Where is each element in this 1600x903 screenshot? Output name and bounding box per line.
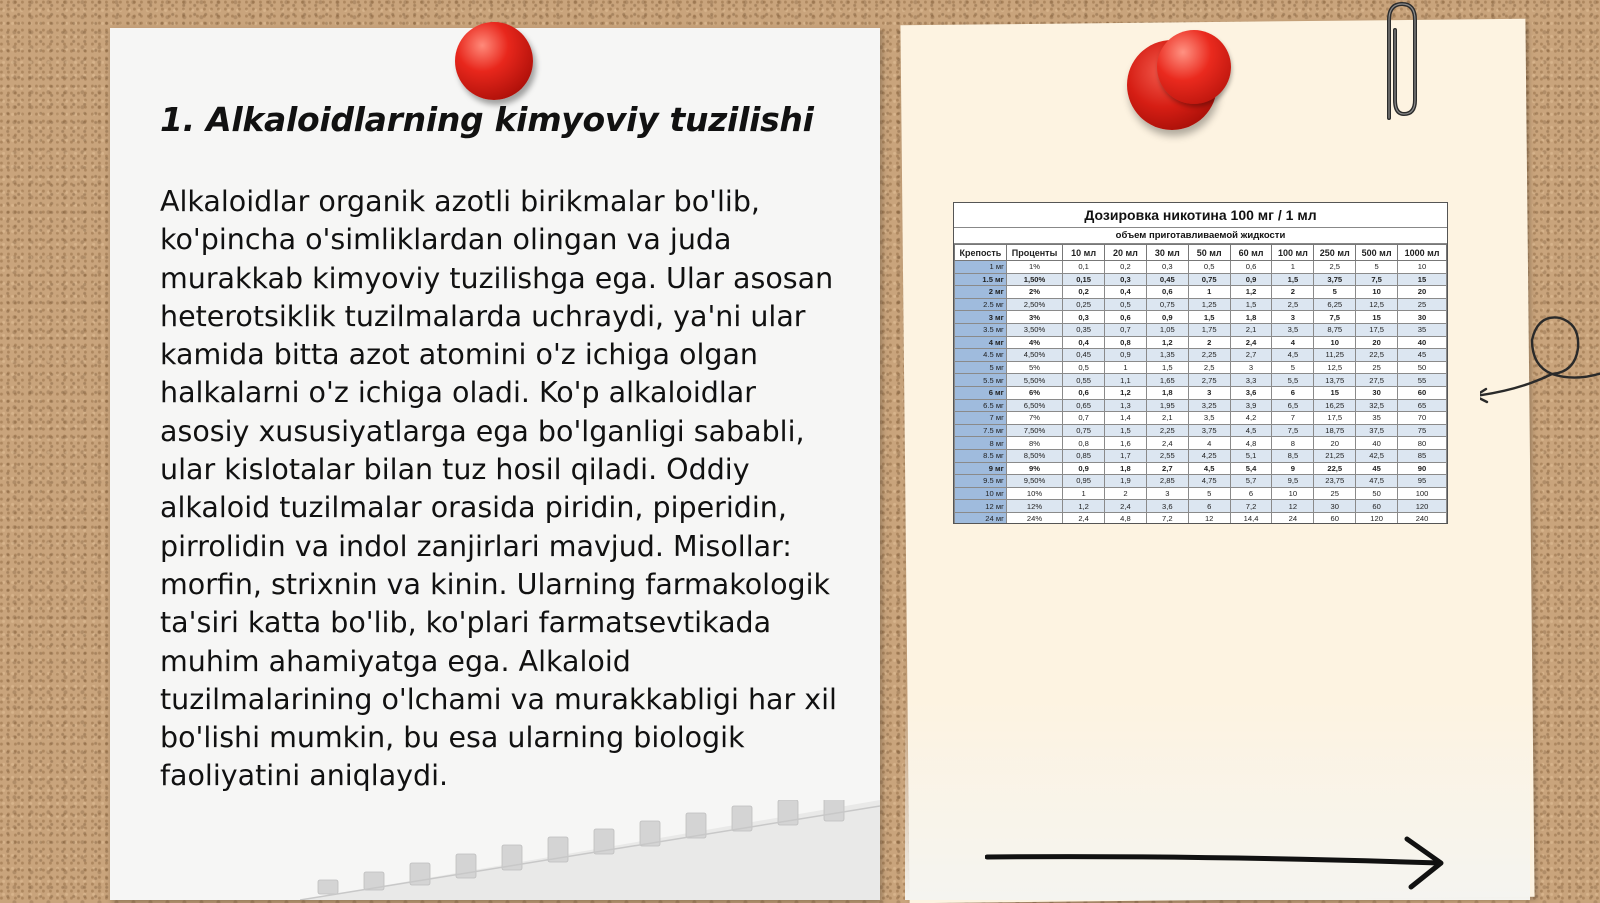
- table-cell: 8,5: [1272, 449, 1314, 462]
- table-cell: 10%: [1006, 487, 1062, 500]
- table-cell: 1%: [1006, 261, 1062, 274]
- table-cell: 6,5: [1272, 399, 1314, 412]
- table-row: [955, 386, 1447, 399]
- table-cell: 1,5: [1105, 424, 1147, 437]
- table-cell: 5: [1188, 487, 1230, 500]
- table-cell: 7%: [1006, 412, 1062, 425]
- table-cell: 0,5: [1063, 361, 1105, 374]
- table-cell: 24 мг: [955, 512, 1007, 524]
- table-cell: 2,50%: [1006, 298, 1062, 311]
- table-cell: 3,3: [1230, 374, 1272, 387]
- table-header-cell: Проценты: [1006, 245, 1062, 261]
- table-cell: 30: [1356, 386, 1398, 399]
- table-cell: 4,5: [1230, 424, 1272, 437]
- table-cell: 0,8: [1105, 336, 1147, 349]
- table-cell: 2: [1272, 286, 1314, 299]
- table-cell: 5,4: [1230, 462, 1272, 475]
- table-cell: 0,6: [1063, 386, 1105, 399]
- table-cell: 2,75: [1188, 374, 1230, 387]
- table-cell: 23,75: [1314, 475, 1356, 488]
- table-cell: 5 мг: [955, 361, 1007, 374]
- curved-arrow-doodle-icon: [1480, 310, 1600, 410]
- table-cell: 4.5 мг: [955, 349, 1007, 362]
- table-cell: 0,5: [1188, 261, 1230, 274]
- table-cell: 1: [1063, 487, 1105, 500]
- table-cell: 100: [1398, 487, 1447, 500]
- table-row: [955, 424, 1447, 437]
- table-cell: 12%: [1006, 500, 1062, 513]
- table-cell: 0,25: [1063, 298, 1105, 311]
- table-cell: 1,05: [1146, 323, 1188, 336]
- table-cell: 2: [1188, 336, 1230, 349]
- table-cell: 0,55: [1063, 374, 1105, 387]
- table-cell: 4 мг: [955, 336, 1007, 349]
- table-cell: 42,5: [1356, 449, 1398, 462]
- table-cell: 11,25: [1314, 349, 1356, 362]
- table-cell: 0,2: [1105, 261, 1147, 274]
- table-cell: 0,1: [1063, 261, 1105, 274]
- table-cell: 1,8: [1230, 311, 1272, 324]
- table-cell: 32,5: [1356, 399, 1398, 412]
- table-cell: 45: [1356, 462, 1398, 475]
- table-header-cell: 50 мл: [1188, 245, 1230, 261]
- table-cell: 4,8: [1105, 512, 1147, 524]
- table-cell: 0,3: [1146, 261, 1188, 274]
- table-cell: 24%: [1006, 512, 1062, 524]
- table-cell: 2%: [1006, 286, 1062, 299]
- table-cell: 2,5: [1314, 261, 1356, 274]
- table-row: [955, 512, 1447, 524]
- table-row: [955, 286, 1447, 299]
- table-title: Дозировка никотина 100 мг / 1 мл: [954, 203, 1447, 228]
- table-cell: 0,4: [1105, 286, 1147, 299]
- table-cell: 3,25: [1188, 399, 1230, 412]
- table-header-cell: 250 мл: [1314, 245, 1356, 261]
- table-cell: 4,8: [1230, 437, 1272, 450]
- table-cell: 1,4: [1105, 412, 1147, 425]
- table-row: [955, 361, 1447, 374]
- table-cell: 12: [1188, 512, 1230, 524]
- table-cell: 6.5 мг: [955, 399, 1007, 412]
- table-cell: 8.5 мг: [955, 449, 1007, 462]
- table-cell: 35: [1356, 412, 1398, 425]
- table-cell: 1: [1105, 361, 1147, 374]
- table-cell: 9,5: [1272, 475, 1314, 488]
- table-cell: 9.5 мг: [955, 475, 1007, 488]
- table-cell: 0,3: [1063, 311, 1105, 324]
- table-cell: 1,3: [1105, 399, 1147, 412]
- table-cell: 3,5: [1272, 323, 1314, 336]
- table-cell: 9: [1272, 462, 1314, 475]
- table-cell: 95: [1398, 475, 1447, 488]
- table-cell: 3,5: [1188, 412, 1230, 425]
- table-cell: 20: [1314, 437, 1356, 450]
- table-cell: 0,7: [1063, 412, 1105, 425]
- table-cell: 27,5: [1356, 374, 1398, 387]
- table-cell: 50: [1398, 361, 1447, 374]
- table-row: [955, 399, 1447, 412]
- table-cell: 25: [1314, 487, 1356, 500]
- table-cell: 15: [1398, 273, 1447, 286]
- table-cell: 65: [1398, 399, 1447, 412]
- table-cell: 6,25: [1314, 298, 1356, 311]
- table-cell: 2,4: [1105, 500, 1147, 513]
- table-cell: 1,5: [1230, 298, 1272, 311]
- table-cell: 2,7: [1146, 462, 1188, 475]
- table-cell: 1,2: [1146, 336, 1188, 349]
- table-cell: 4: [1272, 336, 1314, 349]
- table-cell: 6,50%: [1006, 399, 1062, 412]
- table-cell: 0,95: [1063, 475, 1105, 488]
- table-cell: 4: [1188, 437, 1230, 450]
- table-row: [955, 475, 1447, 488]
- table-cell: 24: [1272, 512, 1314, 524]
- table-cell: 10: [1398, 261, 1447, 274]
- table-row: [955, 412, 1447, 425]
- table-cell: 2.5 мг: [955, 298, 1007, 311]
- table-cell: 7: [1272, 412, 1314, 425]
- table-cell: 5.5 мг: [955, 374, 1007, 387]
- table-cell: 0,75: [1188, 273, 1230, 286]
- table-cell: 1,1: [1105, 374, 1147, 387]
- table-cell: 0,6: [1230, 261, 1272, 274]
- table-cell: 4,5: [1272, 349, 1314, 362]
- table-cell: 2,4: [1230, 336, 1272, 349]
- table-row: [955, 311, 1447, 324]
- table-cell: 7,5: [1356, 273, 1398, 286]
- table-cell: 1,75: [1188, 323, 1230, 336]
- table-cell: 0,45: [1063, 349, 1105, 362]
- table-cell: 7,50%: [1006, 424, 1062, 437]
- table-cell: 6 мг: [955, 386, 1007, 399]
- torn-notebook-edge: [300, 800, 880, 900]
- table-cell: 5,50%: [1006, 374, 1062, 387]
- table-cell: 1 мг: [955, 261, 1007, 274]
- table-cell: 20: [1356, 336, 1398, 349]
- table-cell: 0,6: [1146, 286, 1188, 299]
- table-row: [955, 349, 1447, 362]
- pushpin-icon: [455, 22, 533, 100]
- table-cell: 0,9: [1105, 349, 1147, 362]
- table-cell: 1,95: [1146, 399, 1188, 412]
- table-cell: 22,5: [1356, 349, 1398, 362]
- table-cell: 1,5: [1188, 311, 1230, 324]
- table-cell: 0,7: [1105, 323, 1147, 336]
- table-cell: 2,1: [1146, 412, 1188, 425]
- table-cell: 6: [1230, 487, 1272, 500]
- table-cell: 2,7: [1230, 349, 1272, 362]
- table-cell: 2,5: [1272, 298, 1314, 311]
- table-cell: 10: [1272, 487, 1314, 500]
- table-cell: 2 мг: [955, 286, 1007, 299]
- table-cell: 7,5: [1314, 311, 1356, 324]
- table-cell: 8,50%: [1006, 449, 1062, 462]
- table-row: [955, 462, 1447, 475]
- table-cell: 18,75: [1314, 424, 1356, 437]
- table-cell: 5,5: [1272, 374, 1314, 387]
- table-header-cell: 20 мл: [1105, 245, 1147, 261]
- table-cell: 0,8: [1063, 437, 1105, 450]
- table-cell: 0,75: [1063, 424, 1105, 437]
- table-cell: 10: [1356, 286, 1398, 299]
- table-cell: 4,25: [1188, 449, 1230, 462]
- table-cell: 6: [1188, 500, 1230, 513]
- table-cell: 5: [1314, 286, 1356, 299]
- table-cell: 1,8: [1105, 462, 1147, 475]
- table-row: [955, 323, 1447, 336]
- table-cell: 1,7: [1105, 449, 1147, 462]
- table-cell: 0,65: [1063, 399, 1105, 412]
- table-cell: 3: [1230, 361, 1272, 374]
- table-cell: 120: [1398, 500, 1447, 513]
- table-row: [955, 336, 1447, 349]
- table-cell: 13,75: [1314, 374, 1356, 387]
- table-cell: 16,25: [1314, 399, 1356, 412]
- table-cell: 37,5: [1356, 424, 1398, 437]
- table-cell: 1,9: [1105, 475, 1147, 488]
- table-cell: 1,8: [1146, 386, 1188, 399]
- table-cell: 90: [1398, 462, 1447, 475]
- nicotine-dosage-table: [953, 202, 1448, 524]
- table-cell: 3,75: [1314, 273, 1356, 286]
- table-cell: 60: [1356, 500, 1398, 513]
- table-cell: 14,4: [1230, 512, 1272, 524]
- table-row: [955, 261, 1447, 274]
- table-cell: 40: [1398, 336, 1447, 349]
- table-cell: 2,85: [1146, 475, 1188, 488]
- table-cell: 0,85: [1063, 449, 1105, 462]
- table-cell: 7 мг: [955, 412, 1007, 425]
- table-cell: 3.5 мг: [955, 323, 1007, 336]
- table-row: [955, 487, 1447, 500]
- table-cell: 2,4: [1063, 512, 1105, 524]
- table-header-cell: 1000 мл: [1398, 245, 1447, 261]
- table-cell: 0,2: [1063, 286, 1105, 299]
- table-cell: 8%: [1006, 437, 1062, 450]
- table-cell: 20: [1398, 286, 1447, 299]
- table-cell: 21,25: [1314, 449, 1356, 462]
- table-cell: 30: [1398, 311, 1447, 324]
- table-cell: 3: [1188, 386, 1230, 399]
- table-cell: 35: [1398, 323, 1447, 336]
- table-cell: 60: [1398, 386, 1447, 399]
- table-cell: 5,7: [1230, 475, 1272, 488]
- table-cell: 0,4: [1063, 336, 1105, 349]
- table-cell: 50: [1356, 487, 1398, 500]
- table-row: [955, 298, 1447, 311]
- table-cell: 15: [1314, 386, 1356, 399]
- table-cell: 12,5: [1356, 298, 1398, 311]
- table-cell: 40: [1356, 437, 1398, 450]
- table-cell: 12,5: [1314, 361, 1356, 374]
- table-header-cell: 10 мл: [1063, 245, 1105, 261]
- table-cell: 3,6: [1230, 386, 1272, 399]
- table-cell: 55: [1398, 374, 1447, 387]
- table-cell: 9 мг: [955, 462, 1007, 475]
- table-cell: 6%: [1006, 386, 1062, 399]
- table-cell: 7,2: [1230, 500, 1272, 513]
- table-cell: 5: [1356, 261, 1398, 274]
- table-cell: 5,1: [1230, 449, 1272, 462]
- table-cell: 8: [1272, 437, 1314, 450]
- table-header-row: [955, 245, 1447, 261]
- table-cell: 0,9: [1063, 462, 1105, 475]
- arrow-right-icon: [985, 835, 1450, 890]
- table-subtitle: объем приготавливаемой жидкости: [954, 228, 1447, 244]
- table-cell: 3,6: [1146, 500, 1188, 513]
- table-cell: 2,55: [1146, 449, 1188, 462]
- table-cell: 120: [1356, 512, 1398, 524]
- table-cell: 8,75: [1314, 323, 1356, 336]
- table-cell: 47,5: [1356, 475, 1398, 488]
- table-cell: 3,9: [1230, 399, 1272, 412]
- paperclip-icon: [1375, 0, 1425, 125]
- pushpin-icon: [1157, 30, 1231, 104]
- table-header-cell: Крепость: [955, 245, 1007, 261]
- table-cell: 2: [1105, 487, 1147, 500]
- table-cell: 85: [1398, 449, 1447, 462]
- table-cell: 5%: [1006, 361, 1062, 374]
- table-cell: 4,2: [1230, 412, 1272, 425]
- table-row: [955, 500, 1447, 513]
- table-cell: 2,5: [1188, 361, 1230, 374]
- table-cell: 22,5: [1314, 462, 1356, 475]
- table-cell: 3,75: [1188, 424, 1230, 437]
- table-header-cell: 100 мл: [1272, 245, 1314, 261]
- table-cell: 0,9: [1230, 273, 1272, 286]
- table-cell: 70: [1398, 412, 1447, 425]
- table-cell: 1.5 мг: [955, 273, 1007, 286]
- table-cell: 15: [1356, 311, 1398, 324]
- table-cell: 9,50%: [1006, 475, 1062, 488]
- table-cell: 30: [1314, 500, 1356, 513]
- table-cell: 4,50%: [1006, 349, 1062, 362]
- table-cell: 80: [1398, 437, 1447, 450]
- table-cell: 2,25: [1146, 424, 1188, 437]
- table-cell: 2,25: [1188, 349, 1230, 362]
- table-cell: 60: [1314, 512, 1356, 524]
- table-cell: 1,5: [1146, 361, 1188, 374]
- table-cell: 8 мг: [955, 437, 1007, 450]
- table-cell: 2,1: [1230, 323, 1272, 336]
- table-cell: 7.5 мг: [955, 424, 1007, 437]
- table-cell: 0,15: [1063, 273, 1105, 286]
- table-cell: 2,4: [1146, 437, 1188, 450]
- table-cell: 3,50%: [1006, 323, 1062, 336]
- table-cell: 4,75: [1188, 475, 1230, 488]
- table-cell: 12 мг: [955, 500, 1007, 513]
- table-cell: 240: [1398, 512, 1447, 524]
- table-cell: 1,2: [1063, 500, 1105, 513]
- table-cell: 7,5: [1272, 424, 1314, 437]
- table-cell: 1,65: [1146, 374, 1188, 387]
- table-cell: 7,2: [1146, 512, 1188, 524]
- table-cell: 0,3: [1105, 273, 1147, 286]
- table-cell: 1: [1272, 261, 1314, 274]
- table-cell: 1,6: [1105, 437, 1147, 450]
- table-cell: 10 мг: [955, 487, 1007, 500]
- table-cell: 1: [1188, 286, 1230, 299]
- body-paragraph: Alkaloidlar organik azotli birikmalar bo'lib, ko'pincha o'simliklardan olingan va juda murakkab kimyoviy tuzilishga ega. Ular asosan heterotsiklik tuzilmalarda uchraydi, ya'ni ular kamida bitta azot atomini o'z ichiga olgan halkalarni o'z ichiga oladi. Ko'p alkaloidlar asosiy xususiyatlarga ega bo'lganligi sababli, ular kislotalar bilan tuz hosil qiladi. Oddiy alkaloid tuzilmalar orasida piridin, piperidin, pirrolidin va indol zanjirlari mavjud. Misollar: morfin, strixnin va kinin. Ularning farmakologik ta'siri katta bo'lib, ko'plari farmatsevtikada muhim ahamiyatga ega. Alkaloid tuzilmalarining o'lchami va murakkabligi har xil bo'lishi mumkin, bu esa ularning biologik faoliyatini aniqlaydi.: [160, 185, 837, 793]
- table-cell: 0,45: [1146, 273, 1188, 286]
- table-cell: 4%: [1006, 336, 1062, 349]
- slide-title: 1. Alkaloidlarning kimyoviy tuzilishi: [160, 100, 814, 139]
- table-cell: 75: [1398, 424, 1447, 437]
- table-cell: 0,75: [1146, 298, 1188, 311]
- table-cell: 5: [1272, 361, 1314, 374]
- table-cell: 4,5: [1188, 462, 1230, 475]
- table-cell: 9%: [1006, 462, 1062, 475]
- table-cell: 25: [1356, 361, 1398, 374]
- table-cell: 0,5: [1105, 298, 1147, 311]
- table-cell: 3: [1146, 487, 1188, 500]
- table-cell: 3: [1272, 311, 1314, 324]
- table-row: [955, 374, 1447, 387]
- table-cell: 10: [1314, 336, 1356, 349]
- table-cell: 1,2: [1230, 286, 1272, 299]
- table-cell: 12: [1272, 500, 1314, 513]
- table-cell: 0,9: [1146, 311, 1188, 324]
- table-header-cell: 60 мл: [1230, 245, 1272, 261]
- dosage-grid: [954, 244, 1447, 524]
- table-cell: 45: [1398, 349, 1447, 362]
- table-cell: 3%: [1006, 311, 1062, 324]
- table-row: [955, 449, 1447, 462]
- table-header-cell: 30 мл: [1146, 245, 1188, 261]
- table-cell: 1,2: [1105, 386, 1147, 399]
- table-cell: 0,35: [1063, 323, 1105, 336]
- table-cell: 1,50%: [1006, 273, 1062, 286]
- table-cell: 25: [1398, 298, 1447, 311]
- table-cell: 1,5: [1272, 273, 1314, 286]
- table-row: [955, 273, 1447, 286]
- table-header-cell: 500 мл: [1356, 245, 1398, 261]
- table-cell: 1,35: [1146, 349, 1188, 362]
- table-cell: 6: [1272, 386, 1314, 399]
- table-cell: 3 мг: [955, 311, 1007, 324]
- table-cell: 0,6: [1105, 311, 1147, 324]
- table-row: [955, 437, 1447, 450]
- table-cell: 1,25: [1188, 298, 1230, 311]
- table-cell: 17,5: [1314, 412, 1356, 425]
- table-cell: 17,5: [1356, 323, 1398, 336]
